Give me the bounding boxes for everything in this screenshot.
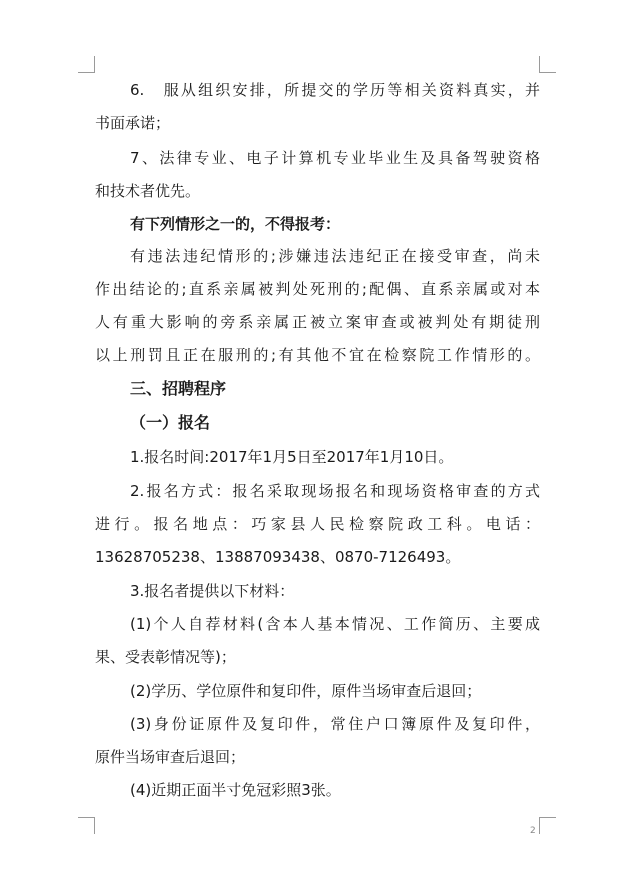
- crop-mark-top-left: [78, 56, 95, 73]
- paragraph-line: 有违法违纪情形的;涉嫌违法违纪正在接受审查，尚未: [130, 247, 540, 265]
- paragraph-line: 7、法律专业、电子计算机专业毕业生及具备驾驶资格: [130, 149, 540, 167]
- paragraph-line: 作出结论的;直系亲属被判处死刑的;配偶、直系亲属或对本: [95, 280, 540, 298]
- list-item: (4)近期正面半寸免冠彩照3张。: [130, 781, 341, 799]
- subsection-heading: （一）报名: [130, 413, 211, 432]
- list-item: (3)身份证原件及复印件，常住户口簿原件及复印件，: [130, 715, 540, 733]
- list-item: (2)学历、学位原件和复印件，原件当场审查后退回；: [130, 682, 482, 700]
- crop-mark-bottom-left: [78, 817, 95, 834]
- section-heading: 三、招聘程序: [130, 379, 227, 398]
- paragraph-line: 书面承诺；: [95, 114, 171, 132]
- paragraph-line: 2.报名方式：报名采取现场报名和现场资格审查的方式: [130, 482, 540, 500]
- paragraph-line: 进行。报名地点：巧家县人民检察院政工科。电话：: [95, 515, 540, 533]
- paragraph-line: 3.报名者提供以下材料：: [130, 582, 295, 600]
- paragraph-line: 和技术者优先。: [95, 182, 201, 200]
- section-heading: 有下列情形之一的，不得报考：: [130, 215, 341, 233]
- crop-mark-top-right: [539, 56, 556, 73]
- paragraph-line: 人有重大影响的旁系亲属正被立案审查或被判处有期徒刑: [95, 313, 540, 331]
- paragraph-line: 以上刑罚且正在服刑的;有其他不宜在检察院工作情形的。: [95, 346, 540, 364]
- list-item: (1)个人自荐材料(含本人基本情况、工作简历、主要成: [130, 615, 540, 633]
- paragraph-line: 1.报名时间:2017年1月5日至2017年1月10日。: [130, 448, 454, 466]
- crop-mark-bottom-right: [539, 817, 556, 834]
- phone-numbers: 13628705238、13887093438、0870-7126493。: [95, 548, 461, 566]
- list-item-continuation: 原件当场审查后退回；: [95, 748, 246, 766]
- paragraph-line: 6. 服从组织安排，所提交的学历等相关资料真实，并: [130, 81, 540, 99]
- page-number: 2: [530, 826, 536, 836]
- list-item-continuation: 果、受表彰情况等)；: [95, 648, 236, 666]
